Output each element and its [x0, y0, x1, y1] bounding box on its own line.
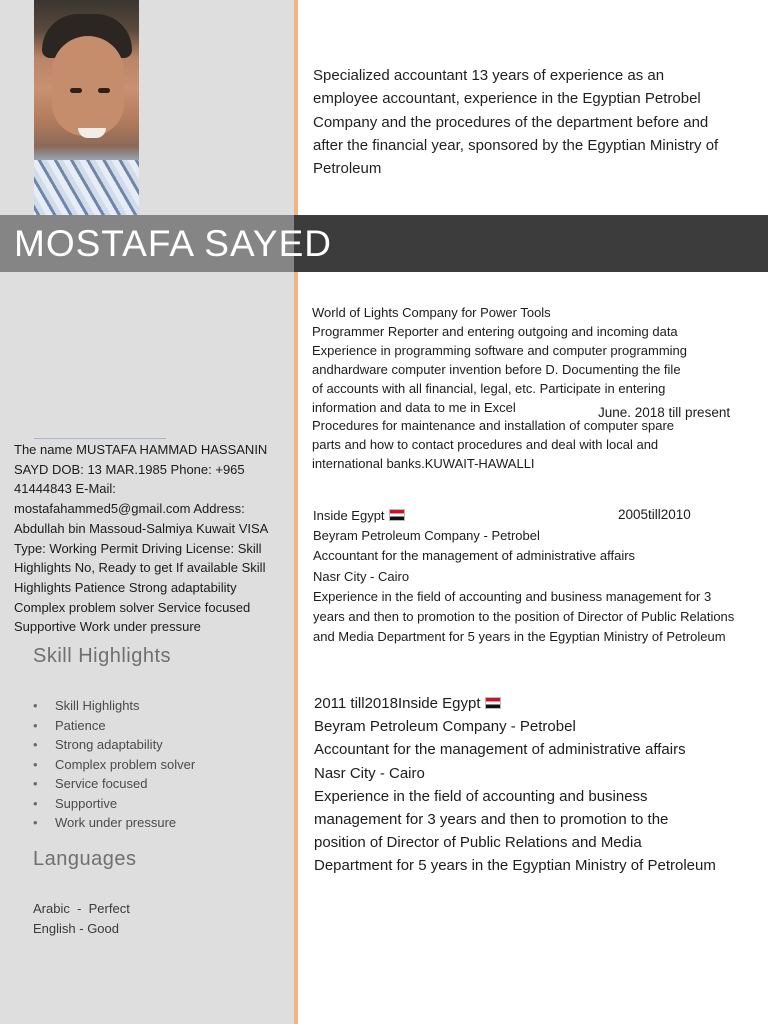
job3-line: Beyram Petroleum Company - Petrobel [314, 718, 576, 736]
name-banner [0, 215, 768, 272]
language-item: Arabic - Perfect [33, 901, 130, 916]
job1-line: Procedures for maintenance and installation of computer spare [312, 418, 675, 434]
job2-line: Experience in the field of accounting and business management for 3 [313, 588, 712, 604]
languages-list [33, 899, 130, 938]
language-item: English - Good [33, 920, 119, 936]
skill-item: • Work under pressure [33, 813, 195, 833]
personal-divider [34, 438, 166, 439]
experience-job-2 [313, 506, 753, 647]
skill-item: • Strong adaptability [33, 735, 195, 755]
job2-location: Inside Egypt [313, 508, 385, 523]
skills-heading: Skill Highlights [33, 645, 172, 667]
languages-heading: Languages [33, 848, 137, 870]
job1-line: World of Lights Company for Power Tools [312, 305, 551, 320]
job3-line: Nasr City - Cairo [314, 764, 425, 782]
job3-line: Experience in the field of accounting and business [314, 787, 648, 805]
job3-line: position of Director of Public Relations and Media [314, 834, 642, 852]
profile-photo [34, 0, 139, 222]
egypt-flag-icon [389, 509, 405, 521]
job3-line: Department for 5 years in the Egyptian Ministry of Petroleum [314, 857, 716, 875]
skills-list [33, 696, 195, 833]
job2-date: 2005till2010 [618, 507, 691, 522]
profile-summary: Specialized accountant 13 years of experience as an employee accountant, experience in the Egyptian Petrobel Company and the procedures of the department before and after the financial year, sponsored by the Egyptian Ministry of Petroleum [313, 67, 719, 178]
job3-line: Accountant for the management of administrative affairs [314, 741, 686, 759]
job1-line: Programmer Reporter and entering outgoing and incoming data [312, 323, 678, 339]
job1-line: information and data to me in Excel [312, 399, 516, 415]
experience-job-1 [312, 304, 742, 474]
job1-line: andhardware computer invention before D. Documenting the file [312, 361, 681, 377]
candidate-name: MOSTAFA SAYED [14, 223, 332, 264]
job3-heading: 2011 till2018Inside Egypt [314, 695, 481, 712]
job2-line: and Media Department for 5 years in the Egyptian Ministry of Petroleum [313, 629, 726, 645]
job3-line: management for 3 years and then to promotion to the [314, 811, 669, 829]
job2-line: years and then to promotion to the position of Director of Public Relations [313, 609, 735, 625]
sidebar-divider [294, 0, 298, 1024]
skill-item: • Supportive [33, 794, 195, 814]
job1-line: parts and how to contact procedures and deal with local and [312, 437, 659, 453]
skill-item: • Complex problem solver [33, 755, 195, 775]
job1-date: June. 2018 till present [598, 405, 731, 420]
skill-item: • Service focused [33, 774, 195, 794]
job1-line: international banks.KUWAIT-HAWALLI [312, 456, 535, 472]
job1-line: of accounts with all financial, legal, etc. Participate in entering [312, 380, 666, 396]
egypt-flag-icon [485, 697, 501, 709]
job2-line: Accountant for the management of administrative affairs [313, 548, 636, 564]
job1-line: Experience in programming software and computer programming [312, 342, 688, 358]
job2-line: Beyram Petroleum Company - Petrobel [313, 528, 540, 544]
skill-item: • Skill Highlights [33, 696, 195, 716]
job2-line: Nasr City - Cairo [313, 568, 410, 584]
personal-details: The name MUSTAFA HAMMAD HASSANIN SAYD DOB: 13 MAR.1985 Phone: +965 41444843 E-Mail: mostafahammed5@gmail.com Address: Abdullah bin Massoud-Salmiya Kuwait VISA Type: Working Permit Driving License: Skill Highlights No, Ready to get If available Skill Highlights Patience Strong adaptability Complex problem solver Service focused Supportive Work under pressure [14, 442, 268, 635]
experience-job-3 [314, 692, 754, 878]
skill-item: • Patience [33, 716, 195, 736]
